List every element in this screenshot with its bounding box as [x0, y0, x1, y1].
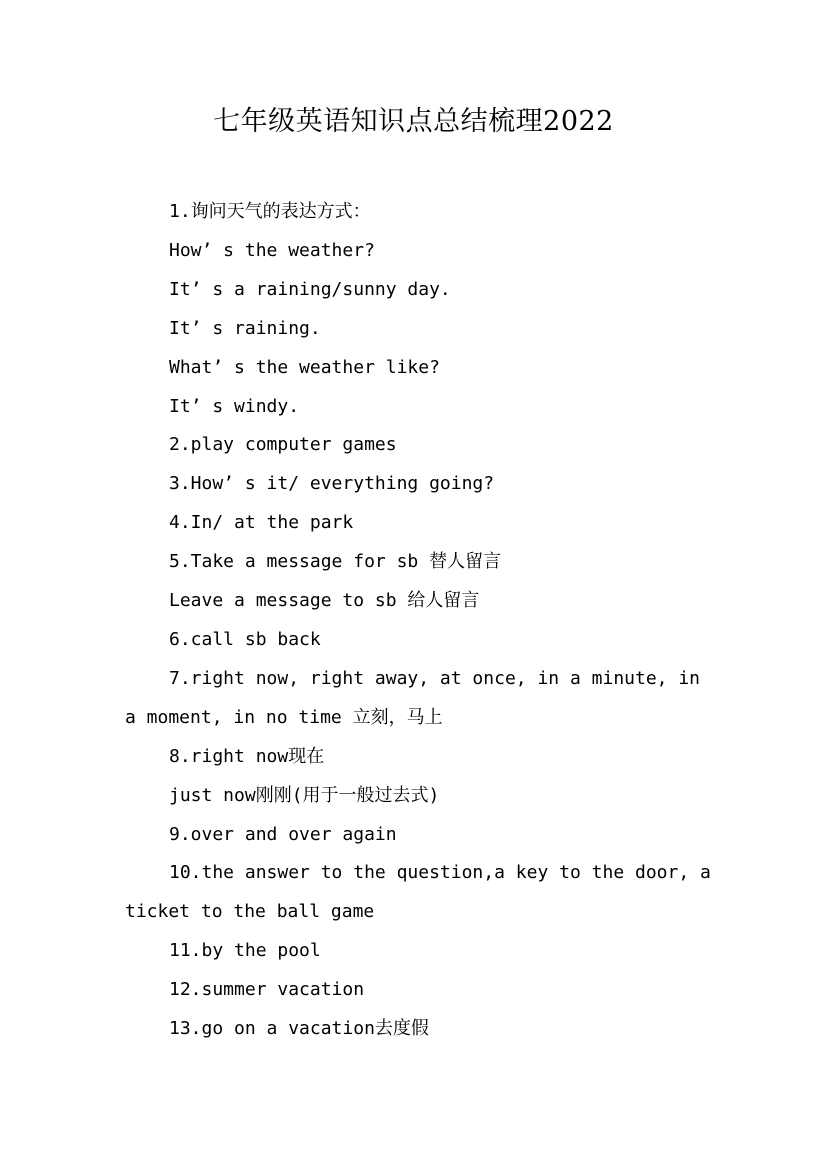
text-line: 12.summer vacation	[169, 979, 365, 1001]
text-line: It’ s a raining/sunny day.	[169, 278, 451, 300]
text-paragraph: 10.the answer to the question,a key to the door, a ticket to the ball game	[125, 862, 711, 923]
text-line: It’ s windy.	[169, 395, 300, 417]
text-paragraph: 7.right now, right away, at once, in a minute, in a moment, in no time 立刻，马上	[125, 667, 701, 728]
text-line: just now刚刚(用于一般过去式)	[169, 784, 440, 806]
text-line: 4.In/ at the park	[169, 512, 354, 534]
text-line: 8.right now现在	[169, 745, 325, 767]
text-line: 9.over and over again	[169, 823, 397, 845]
text-line: 11.by the pool	[169, 940, 321, 962]
text-line: 2.play computer games	[169, 434, 397, 456]
document-title: 七年级英语知识点总结梳理2022	[213, 106, 614, 137]
text-line: How’ s the weather?	[169, 239, 375, 261]
text-line: 6.call sb back	[169, 628, 321, 650]
text-line: 1.询问天气的表达方式：	[169, 201, 371, 222]
text-line: It’ s raining.	[169, 317, 321, 339]
text-line: 13.go on a vacation去度假	[169, 1018, 429, 1040]
text-line: 3.How’ s it/ everything going?	[169, 473, 495, 495]
text-line: 5.Take a message for sb 替人留言	[169, 551, 502, 573]
text-line: Leave a message to sb 给人留言	[169, 590, 480, 612]
text-line: What’ s the weather like?	[169, 356, 440, 378]
document-body	[125, 193, 715, 1049]
